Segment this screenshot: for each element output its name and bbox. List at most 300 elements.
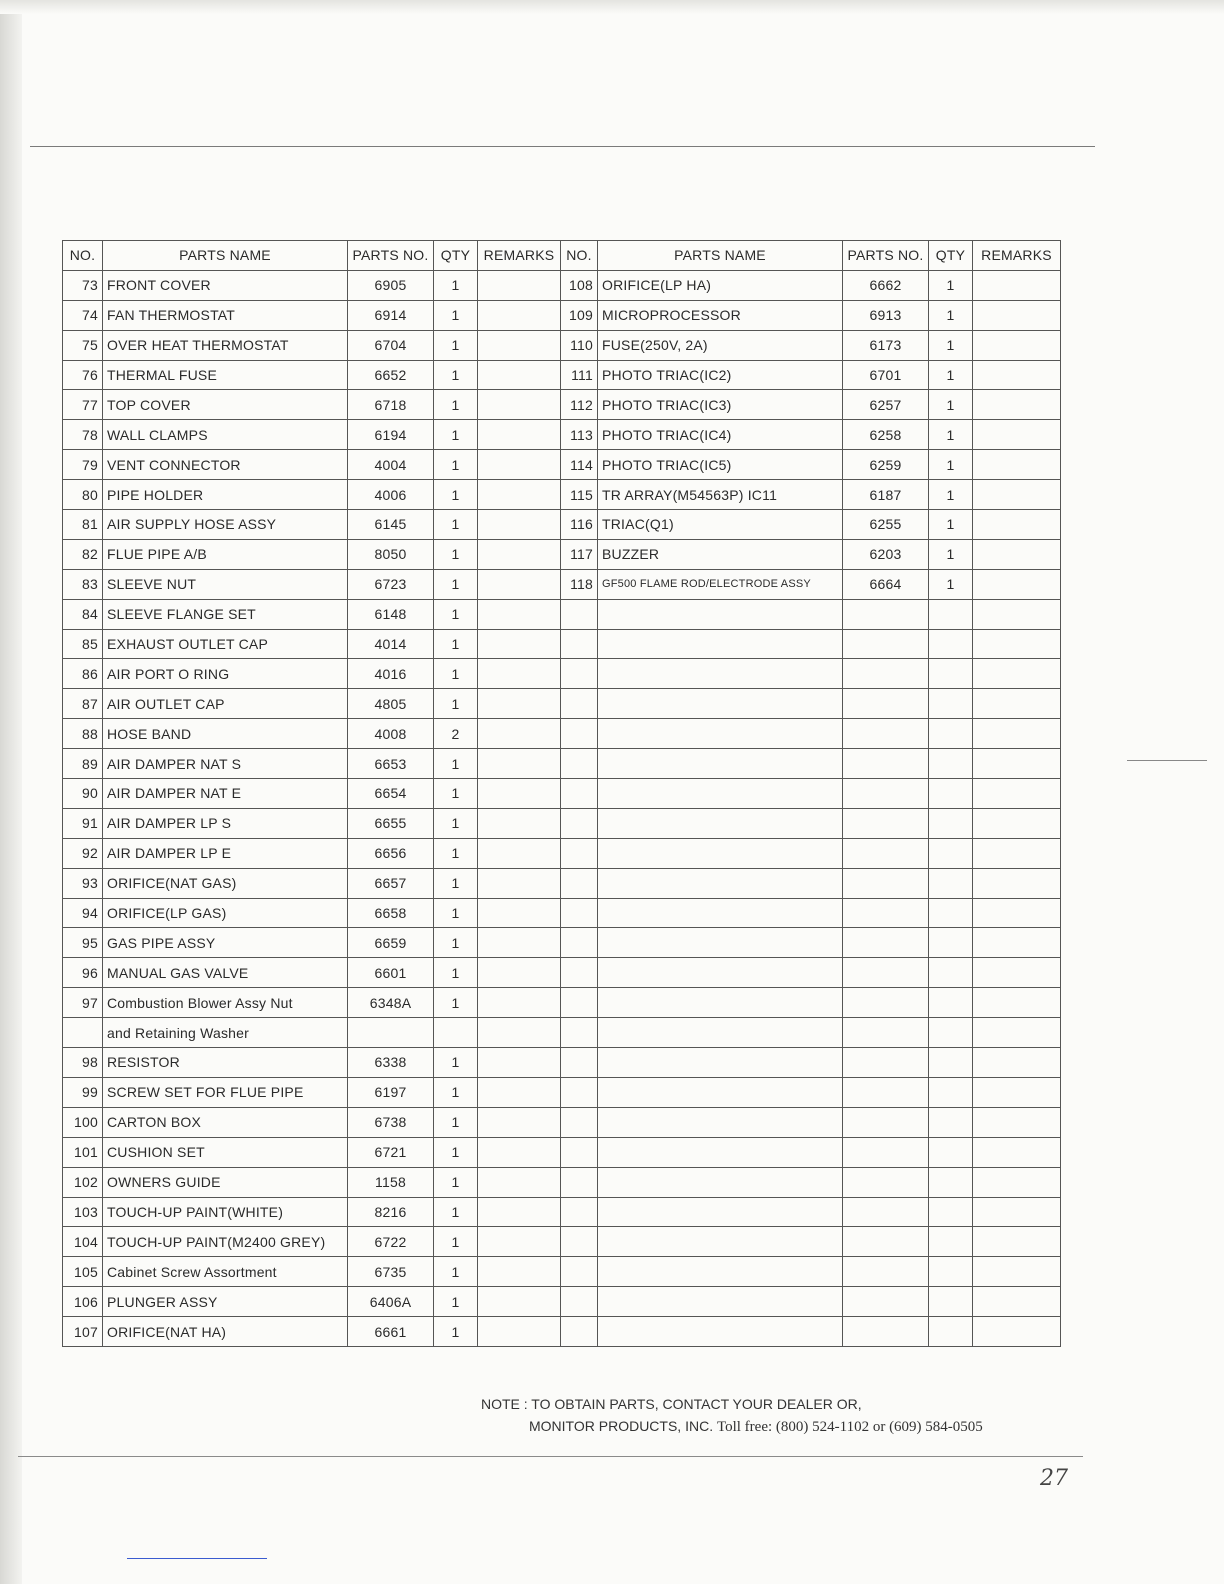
- table-cell-qty: 1: [434, 1167, 478, 1197]
- table-cell-remarks: [973, 659, 1061, 689]
- table-cell-remarks: [973, 390, 1061, 420]
- table-cell-remarks: [973, 360, 1061, 390]
- table-cell-parts-no: 4004: [348, 450, 434, 480]
- table-cell-parts-no: [843, 1197, 929, 1227]
- table-cell-parts-name: [598, 838, 843, 868]
- table-cell-parts-no: [843, 1137, 929, 1167]
- table-cell-remarks: [973, 1077, 1061, 1107]
- table-row: [63, 808, 1061, 838]
- table-cell-no: 93: [63, 868, 103, 898]
- table-cell-parts-name: [598, 629, 843, 659]
- table-cell-parts-name: GAS PIPE ASSY: [103, 928, 348, 958]
- table-cell-parts-no: 4805: [348, 689, 434, 719]
- table-row: [63, 1287, 1061, 1317]
- table-cell-parts-no: [843, 868, 929, 898]
- table-cell-qty: [929, 1048, 973, 1078]
- table-cell-parts-no: [843, 779, 929, 809]
- table-cell-parts-no: 6601: [348, 958, 434, 988]
- table-cell-remarks: [478, 838, 561, 868]
- table-cell-no: 103: [63, 1197, 103, 1227]
- table-cell-remarks: [973, 898, 1061, 928]
- table-cell-parts-name: PHOTO TRIAC(IC2): [598, 360, 843, 390]
- table-row: [63, 1107, 1061, 1137]
- table-cell-qty: 1: [434, 1317, 478, 1347]
- table-cell-parts-name: [598, 1167, 843, 1197]
- table-cell-remarks: [478, 1107, 561, 1137]
- table-cell-parts-no: [843, 1257, 929, 1287]
- table-cell-parts-name: PHOTO TRIAC(IC5): [598, 450, 843, 480]
- table-cell-parts-name: PLUNGER ASSY: [103, 1287, 348, 1317]
- header-remarks-2: REMARKS: [973, 241, 1061, 271]
- table-cell-parts-no: 6197: [348, 1077, 434, 1107]
- table-cell-parts-no: 6257: [843, 390, 929, 420]
- table-cell-remarks: [973, 749, 1061, 779]
- table-cell-qty: 1: [434, 629, 478, 659]
- top-rule: [30, 146, 1095, 147]
- table-cell-parts-name: Combustion Blower Assy Nut: [103, 988, 348, 1018]
- table-cell-no: 105: [63, 1257, 103, 1287]
- table-cell-no: [561, 1048, 598, 1078]
- table-cell-qty: 1: [929, 390, 973, 420]
- table-cell-remarks: [478, 330, 561, 360]
- table-cell-no: [561, 719, 598, 749]
- table-cell-remarks: [478, 719, 561, 749]
- table-cell-remarks: [973, 599, 1061, 629]
- table-cell-no: 89: [63, 749, 103, 779]
- table-cell-parts-no: 6913: [843, 300, 929, 330]
- table-row: [63, 838, 1061, 868]
- table-cell-parts-name: SLEEVE FLANGE SET: [103, 599, 348, 629]
- table-cell-no: 96: [63, 958, 103, 988]
- table-cell-qty: 1: [434, 689, 478, 719]
- table-cell-no: 86: [63, 659, 103, 689]
- table-cell-no: [561, 1287, 598, 1317]
- table-cell-no: 99: [63, 1077, 103, 1107]
- table-cell-no: [561, 629, 598, 659]
- table-cell-qty: 1: [434, 420, 478, 450]
- table-cell-parts-no: 6187: [843, 480, 929, 510]
- header-qty-2: QTY: [929, 241, 973, 271]
- table-cell-qty: 1: [434, 300, 478, 330]
- table-cell-qty: 1: [434, 779, 478, 809]
- table-cell-qty: 1: [434, 1077, 478, 1107]
- table-cell-remarks: [973, 779, 1061, 809]
- table-cell-qty: 1: [929, 539, 973, 569]
- table-cell-qty: [929, 1317, 973, 1347]
- table-row: [63, 958, 1061, 988]
- table-cell-remarks: [478, 689, 561, 719]
- table-row: [63, 898, 1061, 928]
- table-cell-parts-name: [598, 1317, 843, 1347]
- table-cell-parts-no: 6255: [843, 510, 929, 540]
- table-row: [63, 480, 1061, 510]
- header-qty: QTY: [434, 241, 478, 271]
- header-no: NO.: [63, 241, 103, 271]
- table-cell-remarks: [973, 1137, 1061, 1167]
- table-cell-no: 82: [63, 539, 103, 569]
- page-number: 27: [1040, 1466, 1068, 1491]
- table-cell-no: 92: [63, 838, 103, 868]
- table-cell-qty: [929, 868, 973, 898]
- table-cell-no: [561, 689, 598, 719]
- table-row: [63, 1317, 1061, 1347]
- table-cell-parts-no: 6735: [348, 1257, 434, 1287]
- table-cell-no: 118: [561, 569, 598, 599]
- header-parts-no-2: PARTS NO.: [843, 241, 929, 271]
- table-row: [63, 599, 1061, 629]
- table-cell-no: 75: [63, 330, 103, 360]
- table-cell-parts-no: 6203: [843, 539, 929, 569]
- table-row: [63, 1227, 1061, 1257]
- table-cell-parts-name: TRIAC(Q1): [598, 510, 843, 540]
- table-cell-qty: 1: [434, 928, 478, 958]
- table-cell-parts-no: 6721: [348, 1137, 434, 1167]
- table-cell-qty: 1: [434, 749, 478, 779]
- table-cell-remarks: [973, 689, 1061, 719]
- table-cell-no: [561, 1137, 598, 1167]
- table-cell-parts-no: 8216: [348, 1197, 434, 1227]
- table-cell-parts-name: RESISTOR: [103, 1048, 348, 1078]
- table-cell-qty: 1: [929, 360, 973, 390]
- table-cell-qty: 1: [434, 510, 478, 540]
- table-cell-no: [561, 749, 598, 779]
- table-cell-qty: 1: [929, 450, 973, 480]
- table-row: [63, 868, 1061, 898]
- table-cell-remarks: [973, 330, 1061, 360]
- table-cell-remarks: [478, 1317, 561, 1347]
- table-cell-no: 73: [63, 270, 103, 300]
- table-cell-parts-name: AIR SUPPLY HOSE ASSY: [103, 510, 348, 540]
- table-row: [63, 569, 1061, 599]
- table-cell-remarks: [478, 390, 561, 420]
- table-cell-parts-name: ORIFICE(LP HA): [598, 270, 843, 300]
- table-cell-remarks: [973, 569, 1061, 599]
- table-cell-remarks: [478, 1137, 561, 1167]
- table-cell-qty: 1: [434, 450, 478, 480]
- table-cell-parts-name: TOP COVER: [103, 390, 348, 420]
- table-cell-no: [561, 779, 598, 809]
- table-cell-remarks: [478, 270, 561, 300]
- table-cell-qty: 1: [434, 1107, 478, 1137]
- table-cell-qty: 1: [929, 480, 973, 510]
- table-cell-qty: 1: [434, 390, 478, 420]
- table-cell-parts-name: THERMAL FUSE: [103, 360, 348, 390]
- table-cell-remarks: [478, 958, 561, 988]
- table-row: [63, 659, 1061, 689]
- table-cell-remarks: [478, 569, 561, 599]
- table-row: [63, 689, 1061, 719]
- table-cell-remarks: [973, 1317, 1061, 1347]
- table-cell-no: 100: [63, 1107, 103, 1137]
- table-cell-parts-no: 6738: [348, 1107, 434, 1137]
- table-cell-parts-no: 6654: [348, 779, 434, 809]
- table-cell-remarks: [973, 510, 1061, 540]
- table-cell-parts-name: [598, 1197, 843, 1227]
- table-cell-parts-no: 6655: [348, 808, 434, 838]
- table-cell-parts-name: [598, 1048, 843, 1078]
- table-cell-no: 94: [63, 898, 103, 928]
- table-cell-parts-name: [598, 1077, 843, 1107]
- table-cell-parts-name: WALL CLAMPS: [103, 420, 348, 450]
- table-cell-no: 116: [561, 510, 598, 540]
- table-cell-parts-no: 6653: [348, 749, 434, 779]
- table-cell-remarks: [478, 1167, 561, 1197]
- table-cell-parts-name: ORIFICE(NAT HA): [103, 1317, 348, 1347]
- table-cell-remarks: [973, 270, 1061, 300]
- table-row: [63, 988, 1061, 1018]
- table-row: [63, 779, 1061, 809]
- table-cell-parts-no: [843, 898, 929, 928]
- table-row: [63, 510, 1061, 540]
- table-cell-remarks: [478, 599, 561, 629]
- table-cell-parts-name: [598, 958, 843, 988]
- table-cell-remarks: [478, 1197, 561, 1227]
- table-cell-no: 101: [63, 1137, 103, 1167]
- table-cell-no: [561, 958, 598, 988]
- header-parts-name: PARTS NAME: [103, 241, 348, 271]
- table-cell-no: [561, 838, 598, 868]
- table-cell-parts-name: [598, 928, 843, 958]
- note-phone: Toll free: (800) 524-1102 or (609) 584-0505: [716, 1419, 983, 1435]
- table-cell-remarks: [973, 719, 1061, 749]
- table-cell-qty: [929, 1227, 973, 1257]
- table-cell-no: [561, 868, 598, 898]
- table-cell-qty: 1: [434, 838, 478, 868]
- table-cell-parts-no: [843, 928, 929, 958]
- table-cell-remarks: [973, 1197, 1061, 1227]
- table-cell-parts-no: 6662: [843, 270, 929, 300]
- header-remarks: REMARKS: [478, 241, 561, 271]
- table-cell-remarks: [478, 629, 561, 659]
- note-company: MONITOR PRODUCTS, INC.: [529, 1418, 714, 1434]
- table-cell-remarks: [973, 1018, 1061, 1048]
- table-cell-qty: [929, 838, 973, 868]
- table-cell-no: 78: [63, 420, 103, 450]
- table-cell-qty: 1: [434, 868, 478, 898]
- bottom-rule: [18, 1456, 1083, 1457]
- table-cell-remarks: [478, 1227, 561, 1257]
- table-cell-parts-no: [843, 659, 929, 689]
- table-cell-remarks: [973, 629, 1061, 659]
- table-cell-parts-no: 6718: [348, 390, 434, 420]
- table-cell-parts-name: [598, 1227, 843, 1257]
- table-cell-qty: [434, 1018, 478, 1048]
- table-cell-qty: 1: [929, 420, 973, 450]
- table-cell-no: [561, 808, 598, 838]
- table-row: [63, 1137, 1061, 1167]
- table-cell-qty: 1: [929, 300, 973, 330]
- table-cell-parts-name: FUSE(250V, 2A): [598, 330, 843, 360]
- table-cell-qty: 1: [434, 330, 478, 360]
- table-cell-parts-name: PHOTO TRIAC(IC4): [598, 420, 843, 450]
- table-cell-qty: [929, 898, 973, 928]
- table-cell-qty: [929, 958, 973, 988]
- table-cell-parts-name: MICROPROCESSOR: [598, 300, 843, 330]
- table-cell-remarks: [478, 510, 561, 540]
- table-cell-qty: [929, 1107, 973, 1137]
- table-cell-parts-no: 4008: [348, 719, 434, 749]
- table-cell-qty: 1: [929, 270, 973, 300]
- table-cell-parts-no: [843, 719, 929, 749]
- table-cell-parts-no: 6348A: [348, 988, 434, 1018]
- table-row: [63, 1197, 1061, 1227]
- table-cell-parts-no: 8050: [348, 539, 434, 569]
- table-cell-qty: [929, 988, 973, 1018]
- table-cell-parts-name: AIR DAMPER NAT E: [103, 779, 348, 809]
- table-cell-qty: 1: [434, 360, 478, 390]
- table-cell-remarks: [973, 420, 1061, 450]
- table-row: [63, 300, 1061, 330]
- table-cell-remarks: [478, 1077, 561, 1107]
- table-cell-remarks: [973, 450, 1061, 480]
- table-cell-parts-name: CUSHION SET: [103, 1137, 348, 1167]
- table-cell-parts-name: HOSE BAND: [103, 719, 348, 749]
- table-cell-qty: [929, 689, 973, 719]
- table-cell-parts-no: [843, 689, 929, 719]
- table-cell-no: [561, 1167, 598, 1197]
- note-line-1: NOTE : TO OBTAIN PARTS, CONTACT YOUR DEALER OR,: [481, 1396, 862, 1412]
- table-cell-no: 107: [63, 1317, 103, 1347]
- blue-underline: [127, 1558, 267, 1559]
- table-cell-parts-name: Cabinet Screw Assortment: [103, 1257, 348, 1287]
- table-row: [63, 390, 1061, 420]
- table-cell-parts-name: EXHAUST OUTLET CAP: [103, 629, 348, 659]
- table-cell-parts-no: [843, 1287, 929, 1317]
- table-cell-remarks: [973, 480, 1061, 510]
- table-cell-parts-no: [843, 599, 929, 629]
- table-cell-no: [561, 928, 598, 958]
- table-row: [63, 420, 1061, 450]
- table-cell-remarks: [478, 539, 561, 569]
- table-cell-no: [561, 988, 598, 1018]
- table-row: [63, 928, 1061, 958]
- table-cell-qty: 1: [434, 898, 478, 928]
- table-cell-remarks: [478, 749, 561, 779]
- dealer-note: [481, 1393, 1101, 1438]
- table-cell-parts-no: 6145: [348, 510, 434, 540]
- table-cell-parts-no: 6704: [348, 330, 434, 360]
- table-cell-qty: [929, 659, 973, 689]
- table-cell-qty: 1: [434, 270, 478, 300]
- table-cell-parts-name: FRONT COVER: [103, 270, 348, 300]
- table-cell-parts-name: FAN THERMOSTAT: [103, 300, 348, 330]
- note-line-2: [481, 1415, 1101, 1438]
- table-cell-parts-no: [843, 808, 929, 838]
- table-cell-no: 74: [63, 300, 103, 330]
- table-cell-no: [561, 1197, 598, 1227]
- table-cell-parts-no: 6173: [843, 330, 929, 360]
- table-cell-parts-no: [843, 749, 929, 779]
- table-cell-remarks: [478, 450, 561, 480]
- table-cell-parts-no: 4006: [348, 480, 434, 510]
- table-cell-parts-name: GF500 FLAME ROD/ELECTRODE ASSY: [598, 569, 843, 599]
- table-cell-no: 81: [63, 510, 103, 540]
- table-cell-no: 114: [561, 450, 598, 480]
- table-cell-parts-no: 6258: [843, 420, 929, 450]
- table-cell-parts-name: AIR DAMPER LP S: [103, 808, 348, 838]
- table-cell-parts-no: [843, 958, 929, 988]
- table-cell-parts-no: [843, 1077, 929, 1107]
- table-cell-qty: [929, 719, 973, 749]
- table-cell-parts-no: 6658: [348, 898, 434, 928]
- table-cell-parts-name: [598, 988, 843, 1018]
- table-cell-parts-no: 6406A: [348, 1287, 434, 1317]
- table-cell-remarks: [973, 928, 1061, 958]
- table-cell-parts-name: AIR PORT O RING: [103, 659, 348, 689]
- table-cell-remarks: [973, 1167, 1061, 1197]
- parts-table: [62, 240, 1061, 1347]
- table-cell-no: 83: [63, 569, 103, 599]
- table-cell-parts-no: 6914: [348, 300, 434, 330]
- table-cell-parts-no: [843, 1227, 929, 1257]
- table-cell-qty: 1: [434, 988, 478, 1018]
- table-cell-qty: 1: [434, 1257, 478, 1287]
- table-cell-no: 79: [63, 450, 103, 480]
- table-cell-remarks: [973, 1257, 1061, 1287]
- table-cell-parts-name: TOUCH-UP PAINT(WHITE): [103, 1197, 348, 1227]
- table-cell-remarks: [478, 1048, 561, 1078]
- table-cell-qty: 2: [434, 719, 478, 749]
- table-cell-remarks: [478, 1257, 561, 1287]
- table-cell-no: [561, 1077, 598, 1107]
- table-cell-parts-no: 6656: [348, 838, 434, 868]
- table-row: [63, 450, 1061, 480]
- table-cell-parts-no: 6338: [348, 1048, 434, 1078]
- table-cell-remarks: [973, 539, 1061, 569]
- table-cell-parts-no: 4014: [348, 629, 434, 659]
- table-cell-no: [561, 659, 598, 689]
- table-cell-no: 98: [63, 1048, 103, 1078]
- table-cell-no: [561, 1257, 598, 1287]
- table-cell-remarks: [973, 808, 1061, 838]
- table-cell-parts-no: 6723: [348, 569, 434, 599]
- table-row: [63, 719, 1061, 749]
- table-cell-no: 115: [561, 480, 598, 510]
- table-cell-qty: [929, 1077, 973, 1107]
- table-cell-remarks: [478, 1287, 561, 1317]
- table-cell-remarks: [478, 360, 561, 390]
- table-cell-remarks: [478, 928, 561, 958]
- table-row: [63, 330, 1061, 360]
- table-row: [63, 1018, 1061, 1048]
- table-cell-remarks: [478, 868, 561, 898]
- table-cell-no: 109: [561, 300, 598, 330]
- table-cell-no: 113: [561, 420, 598, 450]
- table-header-row: [63, 241, 1061, 271]
- table-cell-qty: 1: [434, 539, 478, 569]
- table-cell-qty: 1: [434, 599, 478, 629]
- table-cell-parts-name: AIR OUTLET CAP: [103, 689, 348, 719]
- table-cell-remarks: [973, 988, 1061, 1018]
- table-cell-parts-no: [843, 629, 929, 659]
- table-cell-no: 87: [63, 689, 103, 719]
- table-cell-no: 85: [63, 629, 103, 659]
- table-cell-parts-name: MANUAL GAS VALVE: [103, 958, 348, 988]
- table-cell-parts-name: [598, 868, 843, 898]
- table-cell-remarks: [973, 1107, 1061, 1137]
- table-cell-qty: 1: [434, 480, 478, 510]
- table-cell-parts-no: 6905: [348, 270, 434, 300]
- table-cell-parts-name: [598, 749, 843, 779]
- table-cell-no: 97: [63, 988, 103, 1018]
- table-cell-parts-name: [598, 599, 843, 629]
- table-cell-no: 102: [63, 1167, 103, 1197]
- table-cell-no: 104: [63, 1227, 103, 1257]
- table-cell-parts-name: ORIFICE(LP GAS): [103, 898, 348, 928]
- table-cell-no: 108: [561, 270, 598, 300]
- table-cell-remarks: [973, 1227, 1061, 1257]
- table-cell-remarks: [973, 958, 1061, 988]
